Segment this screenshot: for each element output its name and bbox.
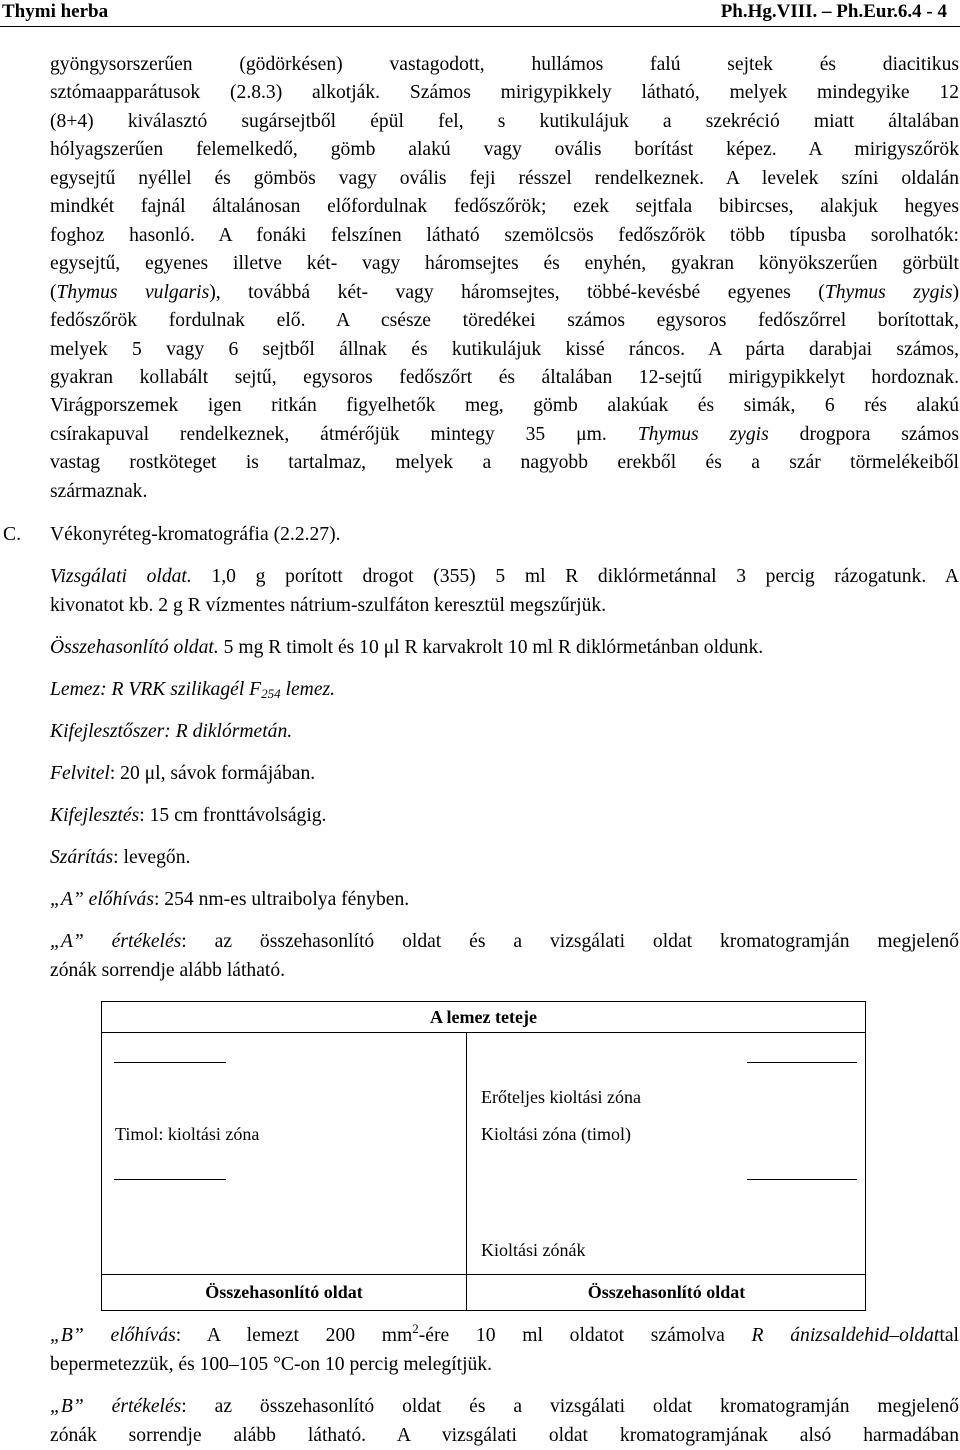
paragraph-line: származnak. [50, 478, 959, 506]
paragraph-line: (8+4) kiválasztó sugársejtből épül fel, s kutikulájuk a szekréció miatt általában [50, 108, 959, 136]
table-left-zone: Timol: kioltási zóna [115, 1123, 259, 1145]
detection-a: „A” előhívás: 254 nm-es ultraibolya fényben. [50, 886, 409, 914]
paragraph-line: melyek 5 vagy 6 sejtből állnak és kutikulájuk kissé ráncos. A párta darabjai számos, [50, 336, 959, 364]
zone-line [747, 1062, 857, 1063]
detection-b-line-2: bepermetezzük, és 100–105 °C-on 10 percig melegítjük. [50, 1351, 959, 1380]
paragraph-line: egysejtű, egyenes illetve két- vagy háromsejtes és enyhén, gyakran könyökszerűen görbült [50, 250, 959, 278]
section-title: Vékonyréteg-kromatográfia (2.2.27). [50, 521, 341, 549]
results-b-line-1: „B” értékelés: az összehasonlító oldat és a vizsgálati oldat kromatogramján megjelenő [50, 1393, 959, 1422]
header-title: Thymi herba [2, 0, 108, 24]
paragraph-line: egysejtű nyéllel és gömbös vagy ovális feji résszel rendelkeznek. A levelek színi oldalán [50, 165, 959, 193]
table-footer-right: Összehasonlító oldat [468, 1276, 865, 1308]
results-a-line-2: zónák sorrendje alább látható. [50, 957, 959, 986]
development: Kifejlesztés: 15 cm fronttávolságig. [50, 802, 326, 830]
results-a [50, 928, 959, 985]
table-rule-top [102, 1032, 865, 1033]
paragraph-line: foghoz hasonló. A fonáki felszínen látható szemölcsös fedőszőrök több típusba sorolhatók: [50, 222, 959, 250]
section-letter: C. [3, 521, 21, 549]
table-footer-left: Összehasonlító oldat [102, 1276, 466, 1308]
zone-line [114, 1179, 226, 1180]
results-table [101, 1001, 866, 1311]
body-paragraph [50, 51, 959, 506]
paragraph-line: fedőszőrök fordulnak elő. A csésze töredékei számos egysoros fedőszőrrel borítottak, [50, 307, 959, 335]
paragraph-line: Virágporszemek igen ritkán figyelhetők meg, gömb alakúak és simák, 6 rés alakú [50, 392, 959, 420]
table-title: A lemez teteje [102, 1005, 865, 1029]
page-header [0, 0, 960, 26]
paragraph-line: vastag rostköteget is tartalmaz, melyek a nagyobb erekből és a szár törmelékeiből [50, 449, 959, 477]
paragraph-line: sztómaapparátusok (2.8.3) alkotják. Számos mirigypikkely látható, melyek mindegyike 12 [50, 79, 959, 107]
results-a-line-1: „A” értékelés: az összehasonlító oldat és a vizsgálati oldat kromatogramján megjelenő [50, 928, 959, 957]
detection-b [50, 1322, 959, 1379]
test-solution-line-2: kivonatot kb. 2 g R vízmentes nátrium-szulfáton keresztül megszűrjük. [50, 592, 959, 621]
plate: Lemez: R VRK szilikagél $F_{254}$ lemez. [50, 676, 335, 704]
test-solution [50, 563, 959, 620]
paragraph-line: mindkét fajnál általánosan előfordulnak fedőszőrök; ezek sejtfala bibircses, alakjuk hegyes [50, 193, 959, 221]
paragraph-line: csírakapuval rendelkeznek, átmérőjük mintegy 35 μm. Thymus zygis drogpora számos [50, 421, 959, 449]
table-right-zone-1: Erőteljes kioltási zóna [481, 1086, 641, 1108]
drying: Szárítás: levegőn. [50, 844, 190, 872]
table-right-zone-2: Kioltási zóna (timol) [481, 1123, 631, 1145]
paragraph-line: hólyagszerűen felemelkedő, gömb alakú vagy ovális borítást képez. A mirigyszőrök [50, 136, 959, 164]
test-solution-line-1: Vizsgálati oldat. 1,0 g porított drogot (355) 5 ml R diklórmetánnal 3 percig rázogatunk. A [50, 563, 959, 592]
results-b [50, 1393, 959, 1450]
zone-line [747, 1179, 857, 1180]
table-column-divider [466, 1032, 467, 1310]
reference-solution: Összehasonlító oldat. 5 mg R timolt és 10 μl R karvakrolt 10 ml R diklórmetánban oldunk. [50, 634, 763, 662]
paragraph-line: gyakran kollabált sejtű, egysoros fedőszőrt és általában 12-sejtű mirigypikkelyt hordoznak. [50, 364, 959, 392]
results-b-line-2: zónák sorrendje alább látható. A vizsgálati oldat kromatogramjának alsó harmadában [50, 1422, 959, 1450]
detection-b-line-1: „B” előhívás: A lemezt 200 $mm^2$-ére 10 ml oldatot számolva R ánizsaldehid–oldattal [50, 1322, 959, 1351]
application: Felvitel: 20 μl, sávok formájában. [50, 760, 315, 788]
header-rule [0, 26, 960, 27]
paragraph-line: (Thymus vulgaris), továbbá két- vagy háromsejtes, többé-kevésbé egyenes (Thymus zygis) [50, 279, 959, 307]
table-right-zone-3: Kioltási zónák [481, 1239, 585, 1261]
paragraph-line: gyöngysorszerűen (gödörkésen) vastagodott, hullámos falú sejtek és diacitikus [50, 51, 959, 79]
header-reference: Ph.Hg.VIII. – Ph.Eur.6.4 - 4 [721, 0, 947, 24]
zone-line [114, 1062, 226, 1063]
mobile-phase: Kifejlesztőszer: R diklórmetán. [50, 718, 292, 746]
